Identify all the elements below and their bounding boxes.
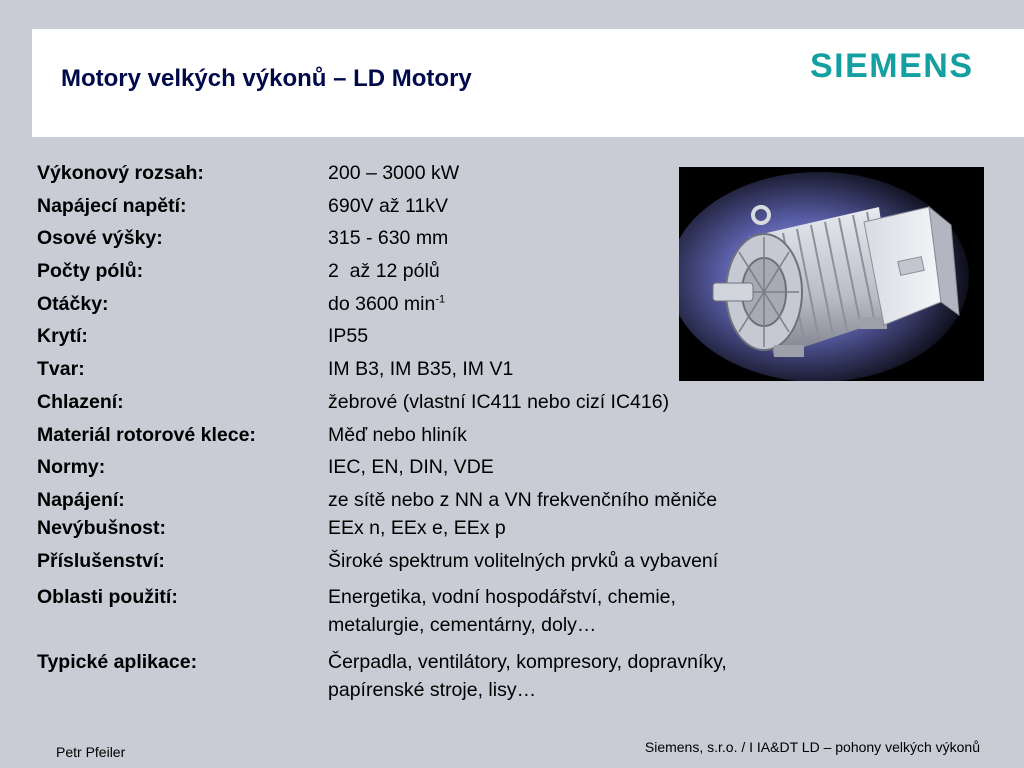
spec-label: Chlazení:: [37, 390, 124, 413]
spec-label: Normy:: [37, 456, 106, 479]
spec-label: Napájecí napětí:: [37, 194, 187, 217]
spec-label: Počty pólů:: [37, 260, 144, 283]
spec-label: Materiál rotorové klece:: [37, 423, 256, 446]
spec-value: Měď nebo hliník: [328, 423, 467, 446]
spec-label: Nevýbušnost:: [37, 516, 166, 539]
footer-company: Siemens, s.r.o. / I IA&DT LD – pohony velkých výkonů: [644, 739, 980, 755]
spec-label: Otáčky:: [37, 292, 109, 315]
page-title: Motory velkých výkonů – LD Motory: [61, 65, 472, 92]
spec-value: 200 – 3000 kW: [328, 162, 460, 184]
spec-label: Výkonový rozsah:: [37, 162, 204, 184]
spec-value-line: metalurgie, cementárny, doly…: [328, 613, 597, 636]
spec-label: Příslušenství:: [37, 549, 165, 572]
spec-value: ze sítě nebo z NN a VN frekvenčního měniče: [328, 488, 718, 511]
footer-author: Petr Pfeiler: [56, 744, 126, 760]
spec-value: Široké spektrum volitelných prvků a vybavení: [328, 549, 719, 572]
spec-label: Typické aplikace:: [37, 650, 198, 673]
spec-value: IEC, EN, DIN, VDE: [328, 456, 494, 479]
spec-value-text: do 3600 min: [328, 292, 436, 315]
spec-label: Napájení:: [37, 488, 125, 511]
spec-label: Osové výšky:: [37, 227, 163, 250]
spec-value: 315 - 630 mm: [328, 227, 449, 250]
spec-label: Tvar:: [37, 358, 85, 381]
spec-value: žebrové (vlastní IC411 nebo cizí IC416): [328, 390, 670, 413]
spec-value: EEx n, EEx e, EEx p: [328, 516, 506, 539]
spec-value: 690V až 11kV: [328, 194, 448, 217]
spec-value: [328, 650, 727, 702]
spec-value-line: papírenské stroje, lisy…: [328, 678, 537, 701]
spec-label: Krytí:: [37, 325, 88, 348]
spec-value: [328, 585, 676, 637]
spec-value: IP55: [328, 325, 369, 348]
siemens-logo: SIEMENS: [810, 47, 974, 85]
spec-label: Oblasti použití:: [37, 585, 178, 608]
spec-value-exponent: -1: [435, 293, 446, 306]
spec-value-line: Energetika, vodní hospodářství, chemie,: [328, 585, 676, 608]
motor-photo: [679, 167, 984, 381]
spec-value-line: Čerpadla, ventilátory, kompresory, dopravníky,: [328, 650, 727, 673]
header-bar: [32, 29, 1024, 137]
spec-value: [328, 292, 445, 316]
spec-value: IM B3, IM B35, IM V1: [328, 358, 514, 381]
electric-motor-icon: [679, 167, 984, 381]
spec-value: 2 až 12 pólů: [328, 260, 440, 283]
